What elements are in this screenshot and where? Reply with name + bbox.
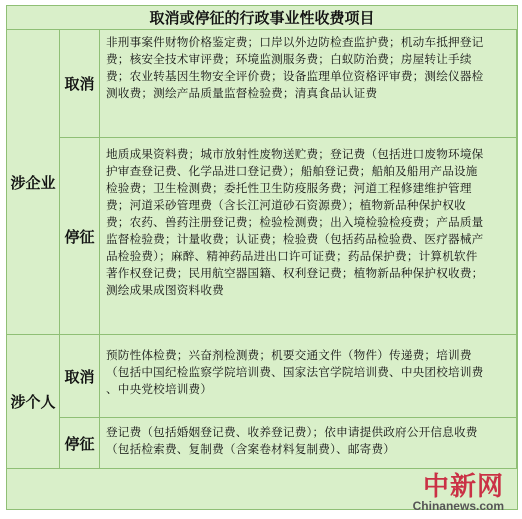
enterprise-cancel-items: 非刑事案件财物价格鉴定费；口岸以外边防检查监护费；机动车抵押登记 费；核安全技术审评费；环境监测服务费；白蚁防治费；房屋转让手续 费；农业转基因生物安全评价费；设备监理单位资格评审费；测绘仪器检 测收费；测绘产品质量监督检验费；清真食品认证费 — [100, 30, 517, 138]
action-cancel-enterprise: 取消 — [60, 30, 100, 138]
action-cancel-individual: 取消 — [60, 335, 100, 418]
action-suspend-individual: 停征 — [60, 418, 100, 469]
category-individual: 涉个人 — [7, 335, 60, 469]
table-title: 取消或停征的行政事业性收费项目 — [7, 6, 517, 30]
watermark-cn: 中新网 — [422, 472, 504, 502]
action-suspend-enterprise: 停征 — [60, 138, 100, 335]
fee-table — [6, 5, 518, 510]
watermark-en: Chinanews.com — [412, 499, 504, 513]
category-enterprise: 涉企业 — [7, 30, 60, 335]
enterprise-suspend-items: 地质成果资料费；城市放射性废物送贮费；登记费（包括进口废物环境保 护审查登记费、化学品进口登记费）；船舶登记费；船舶及船用产品设施 检验费；卫生检测费；委托性卫生防疫服务费；河道工程修建维护管理 费；河道采砂管理费（含长江河道砂石资源费）；植物新品种保护权收 费；农药、兽药注册登记费；检验检测费；出入境检验检疫费；产品质量 监督检验费；计量收费；认证费；检验费（包括药品检验费、医疗器械产 品检验费）；麻醉、精神药品进出口许可证费；药品保护费；计算机软件 著作权登记费；民用航空器国籍、权利登记费；植物新品种保护权收费； 测绘成果成图资料收费 — [100, 138, 517, 335]
individual-cancel-items: 预防性体检费；兴奋剂检测费；机要交通文件（物件）传递费；培训费 （包括中国纪检监察学院培训费、国家法官学院培训费、中央团校培训费 、中央党校培训费） — [100, 335, 517, 418]
chinanews-watermark — [413, 466, 504, 513]
individual-suspend-items: 登记费（包括婚姻登记费、收养登记费）；依申请提供政府公开信息收费 （包括检索费、复制费（含案卷材料复制费）、邮寄费） — [100, 418, 517, 469]
